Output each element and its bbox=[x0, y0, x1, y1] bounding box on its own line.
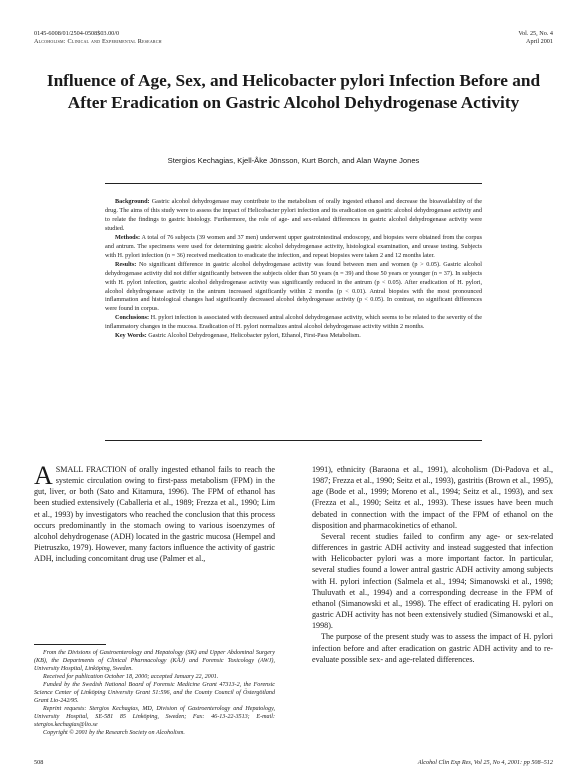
abstract-text: A total of 76 subjects (39 women and 37 men) underwent upper gastrointestinal endoscopy, and biopsies were obtained from the corpus and antrum. The specimens were used for determining gastric alcohol dehydrogenase activity, histological examination, and urease testing. Subjects with H. pylori infection (n = 36) received medication to eradicate the infection, and repeat biopsies were taken 2 and 12 months later. bbox=[105, 233, 482, 259]
abstract-label: Conclusions: bbox=[115, 314, 150, 322]
footnotes bbox=[34, 649, 275, 738]
journal-header bbox=[34, 30, 162, 46]
author-list: Stergios Kechagias, Kjell-Åke Jönsson, Kurt Borch, and Alan Wayne Jones bbox=[167, 156, 420, 165]
body-paragraph: The purpose of the present study was to assess the impact of H. pylori infection before and after eradication on gastric ADH activity and to re-evaluate possible sex- and age-related differences. bbox=[312, 632, 553, 664]
abstract-label: Results: bbox=[115, 260, 137, 268]
abstract-text: No significant difference in gastric alcohol dehydrogenase activity was found between men and women (p > 0.05). Gastric alcohol dehydrogenase activity did not differ significantly between the subjects older than 50 years (n = 39) and those 50 years or younger (n = 37). In subjects with H. pylori infection, gastric alcohol dehydrogenase activity was significantly reduced in the antrum (p < 0.05). After eradication of H. pylori, alcohol dehydrogenase activity in the antrum increased significantly within 2 months (p < 0.01). Antral biopsies with the most pronounced inflammation and histological changes had significantly decreased alcohol dehydrogenase activity (p < 0.05). In contrast, no significant differences were found in corpus. bbox=[105, 260, 483, 313]
abstract-methods bbox=[105, 234, 482, 261]
footnote-affiliations: From the Divisions of Gastroenterology and Hepatology (SK) and Upper Abdominal Surgery (KB), the Departments of Clinical Pharmacology (KÅJ) and Forensic Toxicology (AWJ), University Hospital, Linköping, Sweden. bbox=[34, 650, 275, 673]
intro-text: SMALL FRACTION of orally ingested ethanol fails to reach the systemic circulation owing to first-pass metabolism (FPM) in the gut, liver, or both (Sato and Kitamura, 1996). The FPM of ethanol has been studied extensively (Caballeria et al., 1989; Frezza et al., 1990; Lim et al., 1993) by investigators who reached the conclusion that this process occurs predominantly in the stomach owing to various isoenzymes of alcohol dehydrogenase (ADH) located in the gastric mucosa (Hempel and Pietruszko, 1979). However, many factors influence the activity of gastric ADH, including concomitant drug use (Palmer et al., bbox=[34, 465, 275, 564]
issue-header bbox=[518, 30, 553, 46]
page-number: 508 bbox=[34, 759, 44, 766]
abstract-text: Gastric Alcohol Dehydrogenase, Helicobacter pylori, Ethanol, First-Pass Metabolism. bbox=[148, 332, 361, 340]
abstract-top-rule bbox=[105, 183, 482, 184]
footnote-received: Received for publication October 18, 2000; accepted January 22, 2001. bbox=[43, 674, 219, 681]
abstract-text: H. pylori infection is associated with decreased antral alcohol dehydrogenase activity, which seems to be related to the severity of the inflammatory changes in the mucosa. Eradication of H. pylori normalizes antral alcohol dehydrogenase activity within 2 months. bbox=[105, 314, 482, 331]
journal-name: Alcoholism: Clinical and Experimental Research bbox=[34, 38, 162, 45]
footer-citation: Alcohol Clin Exp Res, Vol 25, No 4, 2001: pp 508–512 bbox=[417, 759, 553, 766]
footnote-copyright: Copyright © 2001 by the Research Society on Alcoholism. bbox=[43, 730, 185, 737]
abstract-bottom-rule bbox=[105, 440, 482, 441]
paper-title: Influence of Age, Sex, and Helicobacter pylori Infection Before and After Eradication on Gastric Alcohol Dehydrogenase Activity bbox=[46, 71, 541, 112]
abstract-label: Key Words: bbox=[115, 332, 147, 340]
body-column-left bbox=[34, 461, 275, 564]
footnote-funding: Funded by the Swedish National Board of Forensic Medicine Grant 47313-2, the Forensic Science Center of Linköping University Grant 51:596, and the County Council of Östergötland Grant Lio-242/95. bbox=[34, 682, 275, 705]
volume-info: Vol. 25, No. 4 bbox=[518, 30, 553, 37]
body-paragraph: 1991), ethnicity (Baraona et al., 1991), alcoholism (Di-Padova et al., 1987; Frezza et al., 1990; Seitz et al., 1993), gastritis (Brown et al., 1995), age (Bode et al., 1999; Moreno et al., 1994; Seitz et al., 1993), and sex (Frezza et al., 1990; Seitz et al., 1993). These issues have been much debated in connection with the impact of the FPM of ethanol on the disposition and pharmacokinetics of ethanol. bbox=[312, 465, 553, 530]
body-column-right bbox=[312, 464, 553, 665]
footnote-reprints: Reprint requests: Stergios Kechagias, MD, Division of Gastroenterology and Hepatology, University Hospital, SE-581 85 Linköping, Sweden; Fax: 46-13-22-3513; E-mail: stergios.kechagias@lio.se bbox=[34, 706, 275, 729]
abstract-text: Gastric alcohol dehydrogenase may contribute to the metabolism of orally ingested ethanol and decrease the bioavailability of the drug. The aims of this study were to assess the impact of Helicobacter pylori infection and its eradication on gastric alcohol dehydrogenase activity and to relate the findings to gastric histology. Furthermore, the role of age- and sex-related differences in gastric alcohol dehydrogenase activity were studied. bbox=[105, 198, 482, 232]
doi-code: 0145-6008/01/2504-0508$03.00/0 bbox=[34, 30, 120, 37]
issue-date: April 2001 bbox=[526, 38, 553, 45]
abstract-conclusions bbox=[105, 314, 482, 332]
abstract bbox=[105, 198, 482, 341]
abstract-results bbox=[105, 261, 482, 315]
abstract-label: Background: bbox=[115, 198, 150, 205]
abstract-background bbox=[105, 198, 482, 234]
intro-paragraph bbox=[34, 461, 275, 564]
abstract-label: Methods: bbox=[115, 233, 141, 241]
key-words bbox=[105, 332, 482, 341]
footnote-rule bbox=[34, 644, 106, 645]
body-paragraph: Several recent studies failed to confirm any age- or sex-related differences in gastric ADH activity and instead suggested that infection with Helicobacter pylori was a more important factor. In particular, several studies found a lower antral gastric ADH activity among subjects with H. pylori infection (Salmela et al., 1994; Simanowski et al., 1998; Thuluvath et al., 1994) and a corresponding decrease in the FPM of ethanol (Simanowski et al., 1998). The effect of eradicating H. pylori on gastric ADH activity has not been extensively studied (Simanowski et al., 1998). bbox=[312, 531, 553, 631]
drop-cap: A bbox=[34, 461, 53, 490]
